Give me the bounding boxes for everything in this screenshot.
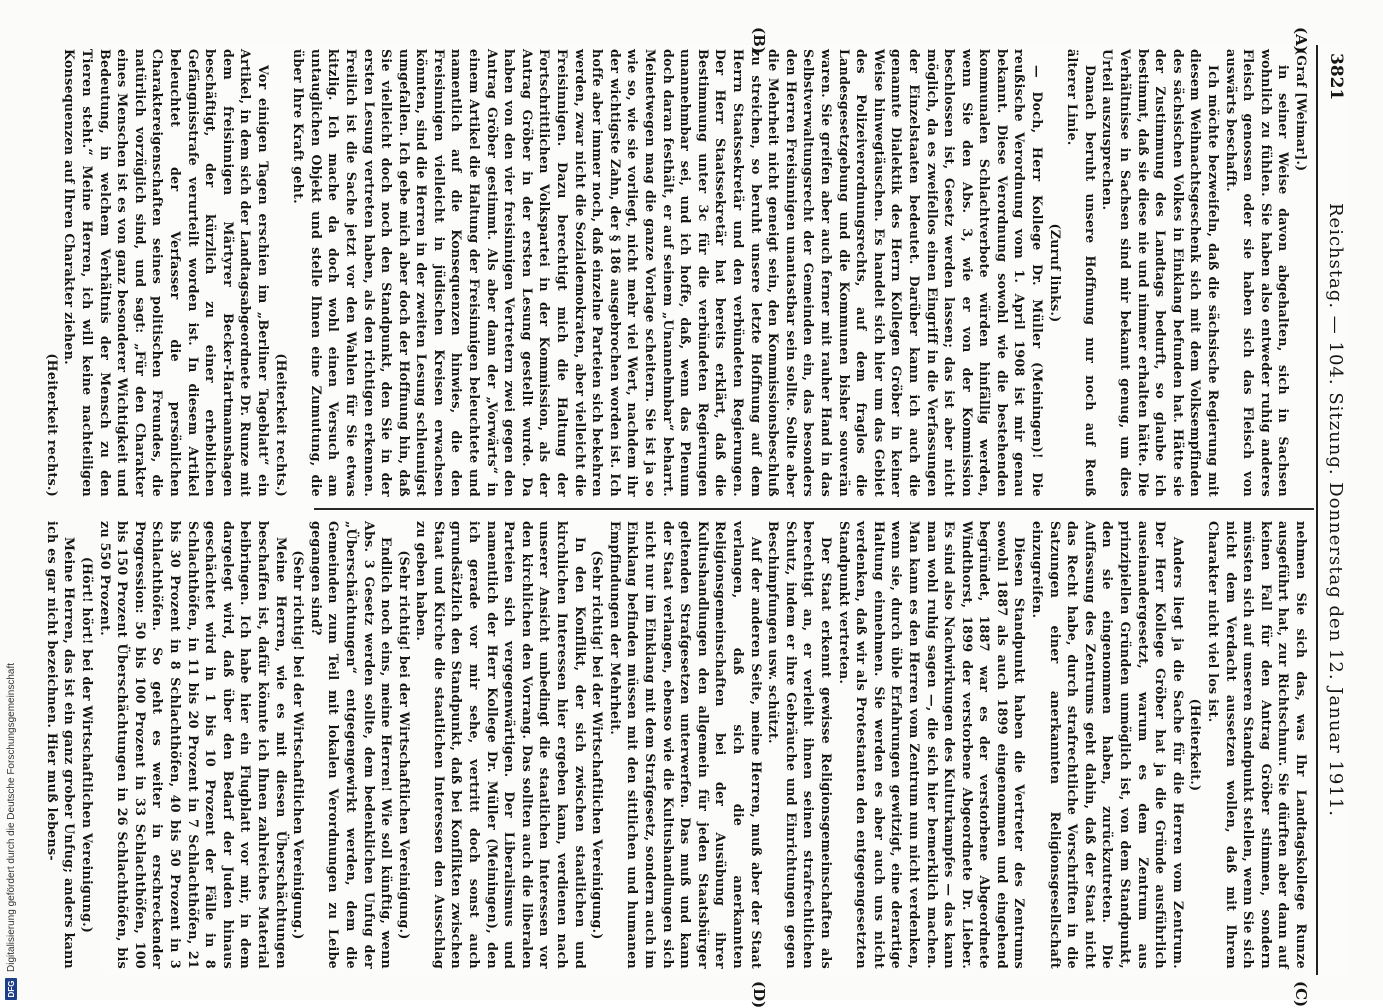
paragraph: Der Staat erkennt gewisse Religionsgemeinschaften als berechtigt an, er verleiht ihnen seinen strafrechtlichen Schutz, indem er ihre Gebräuche und Einrichtungen gegen Beschimpfungen usw. schützt. xyxy=(766,521,834,969)
paragraph: in seiner Weise davon abgehalten, sich in Sachsen wohnlich zu fühlen. Sie haben also entweder ruhig anderes Fleisch genossen oder sie haben sich das Fleisch von auswärts beschafft. xyxy=(1223,49,1292,497)
document-page xyxy=(44,27,1348,1008)
dfg-logo: DFG xyxy=(5,978,17,1000)
paragraph: nehmen Sie sich das, was Ihr Landtagskollege Runze ausgeführt hat, zur Richtschnur. Sie dürften aber dann auf keinen Fall für den Antrag Gröber stimmen, sondern müssten sich auf unseren Standpunkt stellen, wenn Sie sich nicht dem Verdacht aussetzen wollen, daß mit Ihrem Charakter nicht viel los ist. xyxy=(1206,521,1309,969)
page-header xyxy=(1322,45,1348,975)
interjection: (Heiterkeit rechts.) xyxy=(44,353,60,497)
paragraph: Ich möchte bezweifeln, daß die sächsische Regierung mit diesem Weihnachtsgeschenk sich mit dem Volksempfinden des sächsischen Volkes in Einklang befunden hat. Hätte sie der Zustimmung des Landtags bedurft, so glaube ich bestimmt, daß sie diese nie und nimmer erhalten hätte. Die Verhältnisse in Sachsen sind mir bekannt genug, um dies Urteil auszusprechen. xyxy=(1100,49,1222,497)
interjection: (Heiterkeit.) xyxy=(1188,698,1204,792)
paragraph: Endlich noch eins, meine Herren! Wie soll künftig, wenn Abs. 3 Gesetz werden sollte, dem bedenklichen Unfug der „Überschächtungen“ entgegengewirkt werden, dem die Gemeinden zum Teil mit lokalen Verordnungen zu Leibe gegangen sind? xyxy=(308,521,395,969)
paragraph: Vor einigen Tagen erschien im „Berliner Tageblatt“ ein Artikel, in dem sich der Landtagsabgeordnete Dr. Runze mit dem freisinnigen Märtyrer Becker-Hartmannshagen beschäftigt, der kürzlich zu einer erheblichen Gefängnisstrafe verurteilt worden ist. In diesem Artikel beleuchtet der Verfasser die persönlichen Charaktereigenschaften seines politischen Freundes, die natürlich vorzüglich sind, und sagt: „Für den Charakter eines Menschen ist es von ganz besonderer Wichtigkeit und Bedeutung, in welchem Verhältnis der Mensch zu den Tieren steht.“ Meine Herren, ich will keine nachteiligen Konsequenzen auf Ihren Charakter ziehen. xyxy=(62,49,271,497)
paragraph: Meine Herren, das ist ein ganz grober Unfug; anders kann ich es gar nicht bezeichnen. Hier muß lebens- xyxy=(44,521,78,969)
paragraph: Diesen Standpunkt haben die Vertreter des Zentrums sowohl 1887 als auch 1899 eingenommen und eingehend begründet, 1887 war es der verstorbene Abgeordnete Windthorst, 1899 der verstorbene Abgeordnete Dr. Lieber. Es sind also Nachwirkungen des Kulturkampfes — das kann man wohl ruhig sagen —, die sich hier bemerklich machen. Man kann es den Herren vom Zentrum nun nicht verdenken, wenn sie, durch üble Erfahrungen gewitzigt, eine derartige Haltung einnehmen. Sie werden es aber auch uns nicht verdenken, daß wir als Protestanten den entgegengesetzten Standpunkt vertreten. xyxy=(836,521,1028,969)
interjection: (Sehr richtig! bei der Wirtschaftlichen Vereinigung.) xyxy=(291,550,307,940)
header-rule xyxy=(1316,45,1318,975)
margin-letter-b: (B) xyxy=(750,27,768,54)
text-column-right xyxy=(43,521,1310,969)
running-head: Reichstag. — 104. Sitzung. Donnerstag den 12. Januar 1911. xyxy=(1325,203,1346,817)
paragraph: Meine Herren, wie es mit diesen Überschächtungen beschaffen ist, dafür könnte ich Ihnen zahlreiches Material beibringen. Ich habe hier ein Flugblatt vor mir, in dem dargelegt wird, daß über den Bedarf der Juden hinaus geschächtet wird in 1 bis 10 Prozent der Fälle in 8 Schlachthöfen, in 11 bis 20 Prozent in 7 Schlachthöfen, 21 bis 30 Prozent in 8 Schlachthöfen, 40 bis 50 Prozent in 3 Schlachthöfen. So geht es weiter in erschreckender Progression: 50 bis 100 Prozent in 33 Schlachthöfen, 100 bis 150 Prozent Überschächtungen in 26 Schlachthöfen, bis zu 550 Prozent. xyxy=(97,521,289,969)
column-rule xyxy=(314,508,1314,510)
paragraph: — Doch, Herr Kollege Dr. Müller (Meiningen)! Die reußische Verordnung vom 1. April 1908 ist mir genau bekannt. Diese Verordnung sowohl wie die bestehenden kommunalen Schlachtverbote würden hinfällig werden, wenn Sie den Abs. 3, wie er von der Kommission beschlossen ist, Gesetz werden lassen; das ist aber nicht möglich, da es zweifellos einen Eingriff in die Verfassungen der Einzelstaaten bedeutet. Darüber kann ich auch die genannte Dialektik des Herrn Kollegen Gröber in keiner Weise hinwegtäuschen. Es handelt sich hier um das Gebiet des Polizeiverordnungsrechts, auf dem fraglos die Landesgesetzgebung und die Kommunen bisher souverän waren. Sie greifen aber auch ferner mit rauher Hand in das Selbstverwaltungsrecht der Gemeinden ein, das besonders den Herren Freisinnigen unantastbar sein sollte. Sollte aber die Mehrheit nicht geneigt sein, den Kommissionsbeschluß zu streichen, so beruht unsere letzte Hoffnung auf dem Herrn Staatssekretär und den verbündeten Regierungen. Der Herr Staatssekretär hat bereits erklärt, daß die Bestimmung unter 3c für die verbündeten Regierungen unannehmbar sei, und ich hoffe, daß, wenn das Plenum doch daran festhält, er auf seinem „Unannehmbar“ beharrt. Meinetwegen mag die ganze Vorlage scheitern. Sie ist ja so wie so, wie sie vorliegt, nicht mehr viel Wert, nachdem ihr der wichtigste Zahn, der § 186 ausgebrochen worden ist. Ich hoffe aber immer noch, daß einzelne Parteien sich bekehren werden, zwar nicht die Sozialdemokraten, aber vielleicht die Freisinnigen. Dazu berechtigt mich die Haltung der Fortschrittlichen Volkspartei in der Kommission, als der Antrag Gröber in der ersten Lesung gestellt wurde. Da haben von den vier freisinnigen Vertretern zwei gegen den Antrag Gröber gestimmt. Als aber dann der „Vorwärts“ in einem Artikel die Haltung der Freisinnigen beleuchtete und namentlich auf die Konsequenzen hinwies, die den Freisinnigen vielleicht in jüdischen Kreisen erwachsen könnten, sind die Herren in der zweiten Lesung schleunigst umgefallen. Ich gebe mich aber doch der Hoffnung hin, daß Sie vielleicht doch noch den Standpunkt, den Sie in der ersten Lesung vertreten haben, als den richtigen erkennen. Freilich ist die Sache jetzt vor den Wahlen für Sie etwas kitzlig. Ich mache da doch wohl einen Versuch am untauglichen Objekt und stelle Ihnen eine Zumutung, die über Ihre Kraft geht. xyxy=(291,49,1046,497)
margin-letter-d: (D) xyxy=(750,981,768,1008)
interjection: (Sehr richtig! bei der Wirtschaftlichen Vereinigung.) xyxy=(396,550,412,940)
margin-letter-c: (C) xyxy=(1292,981,1310,1008)
funding-note xyxy=(4,0,18,1000)
margin-letter-a: (A) xyxy=(1292,27,1310,53)
paragraph: Anders liegt ja die Sache für die Herren vom Zentrum. Der Herr Kollege Gröber hat ja die Gründe ausführlich auseinandergesetzt, warum es dem Zentrum aus prinzipiellen Gründen unmöglich ist, von dem Standpunkt, den sie eingenommen haben, zurückzutreten. Die Auffassung des Zentrums geht dahin, daß der Staat nicht das Recht habe, durch strafrechtliche Vorschriften in die Satzungen einer anerkannten Religionsgesellschaft einzugreifen. xyxy=(1030,521,1186,969)
interjection: (Zuruf links.) xyxy=(1047,223,1063,323)
interjection: (Hört! hört! bei der Wirtschaftlichen Vereinigung.) xyxy=(80,556,96,934)
speaker-label: (Graf [Weimar].) xyxy=(1294,49,1309,172)
paragraph: Auf der anderen Seite, meine Herren, muß aber der Staat verlangen, daß sich die anerkannten Religionsgemeinschaften bei der Ausübung ihrer Kultushandlungen den allgemein für jeden Staatsbürger geltenden Strafgesetzen unterwerfen. Das muß und kann der Staat verlangen, ebenso wie die Kultushandlungen sich nicht nur im Einklang mit dem Strafgesetz, sondern auch im Einklang befinden müssen mit den sittlichen und humanen Empfindungen der Mehrheit. xyxy=(607,521,764,969)
funding-note-text: Digitalisierung gefördert durch die Deutsche Forschungsgemeinschaft xyxy=(5,662,17,972)
interjection: (Heiterkeit rechts.) xyxy=(273,353,289,497)
paragraph: In den Konflikt, der sich zwischen staatlichen und kirchlichen Interessen hier ergeben kann, verdienen nach unserer Ansicht unbedingt die staatlichen Interessen vor den kirchlichen den Vorrang. Das sollten auch die liberalen Parteien sich vergegenwärtigen. Der Liberalismus und namentlich der Herr Kollege Dr. Müller (Meiningen), den ich gerade vor mir sehe, vertritt doch sonst auch grundsätzlich den Standpunkt, daß bei Konflikten zwischen Staat und Kirche die staatlichen Interessen den Ausschlag zu geben haben. xyxy=(414,521,588,969)
interjection: (Sehr richtig! bei der Wirtschaftlichen Vereinigung.) xyxy=(590,550,606,940)
paragraph: Danach beruht unsere Hoffnung nur noch auf Reuß älterer Linie. xyxy=(1065,49,1098,497)
page-number: 3821 xyxy=(1326,53,1346,101)
text-column-left xyxy=(43,49,1310,497)
